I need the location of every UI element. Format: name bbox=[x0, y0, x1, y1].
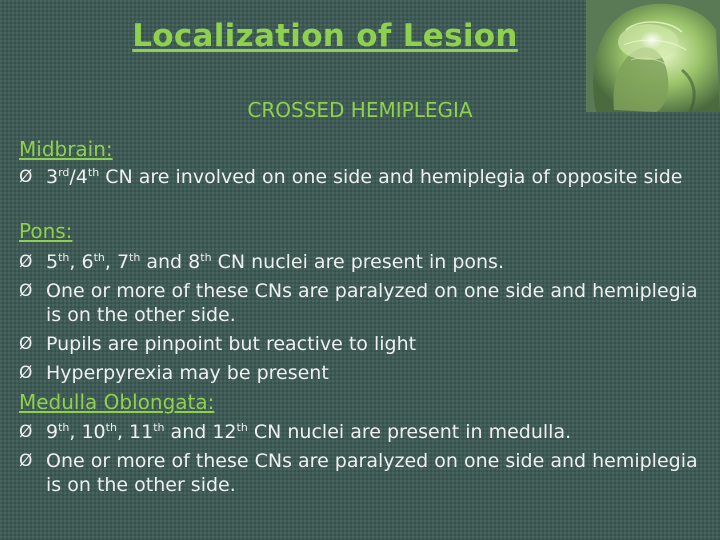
list-item-text: One or more of these CNs are paralyzed on one side and hemiplegia is on the other side. bbox=[46, 450, 698, 496]
ordinal-suffix: th bbox=[93, 251, 105, 264]
ordinal-suffix: th bbox=[58, 421, 70, 434]
list-item bbox=[19, 250, 699, 274]
ordinal-suffix: th bbox=[105, 421, 117, 434]
arrow-bullet-icon: Ø bbox=[19, 281, 33, 301]
list-item-text: Pupils are pinpoint but reactive to light bbox=[46, 333, 417, 355]
arrow-bullet-icon: Ø bbox=[19, 363, 33, 383]
arrow-bullet-icon: Ø bbox=[19, 334, 33, 354]
ordinal-suffix: th bbox=[87, 166, 100, 179]
list-item-text: Hyperpyrexia may be present bbox=[46, 362, 329, 384]
list-item-text: 3rd/4th CN are involved on one side and hemiplegia of opposite side bbox=[46, 166, 683, 188]
pons-list bbox=[19, 250, 699, 390]
ordinal-suffix: th bbox=[153, 421, 165, 434]
list-item-text: 5th, 6th, 7th and 8th CN nuclei are present in pons. bbox=[46, 251, 504, 273]
ordinal-suffix: th bbox=[58, 251, 70, 264]
medulla-list bbox=[19, 420, 699, 502]
brain-illustration bbox=[586, 0, 720, 112]
list-item bbox=[19, 279, 699, 327]
arrow-bullet-icon: Ø bbox=[19, 252, 33, 272]
ordinal-suffix: th bbox=[200, 251, 212, 264]
slide-title: Localization of Lesion bbox=[132, 18, 518, 54]
heading-midbrain: Midbrain: bbox=[19, 137, 113, 161]
list-item bbox=[19, 449, 699, 497]
arrow-bullet-icon: Ø bbox=[19, 451, 33, 471]
slide-subtitle: CROSSED HEMIPLEGIA bbox=[247, 98, 473, 122]
list-item bbox=[19, 420, 699, 444]
list-item bbox=[19, 361, 699, 385]
midbrain-list bbox=[19, 165, 699, 194]
arrow-bullet-icon: Ø bbox=[19, 167, 33, 187]
ordinal-suffix: rd bbox=[58, 166, 70, 179]
list-item bbox=[19, 165, 699, 189]
ordinal-suffix: th bbox=[129, 251, 141, 264]
ordinal-suffix: th bbox=[236, 421, 248, 434]
heading-pons: Pons: bbox=[19, 219, 73, 243]
heading-medulla-oblongata: Medulla Oblongata: bbox=[19, 390, 215, 414]
list-item-text: One or more of these CNs are paralyzed on one side and hemiplegia is on the other side. bbox=[46, 280, 698, 326]
arrow-bullet-icon: Ø bbox=[19, 422, 33, 442]
list-item bbox=[19, 332, 699, 356]
list-item-text: 9th, 10th, 11th and 12th CN nuclei are present in medulla. bbox=[46, 421, 572, 443]
